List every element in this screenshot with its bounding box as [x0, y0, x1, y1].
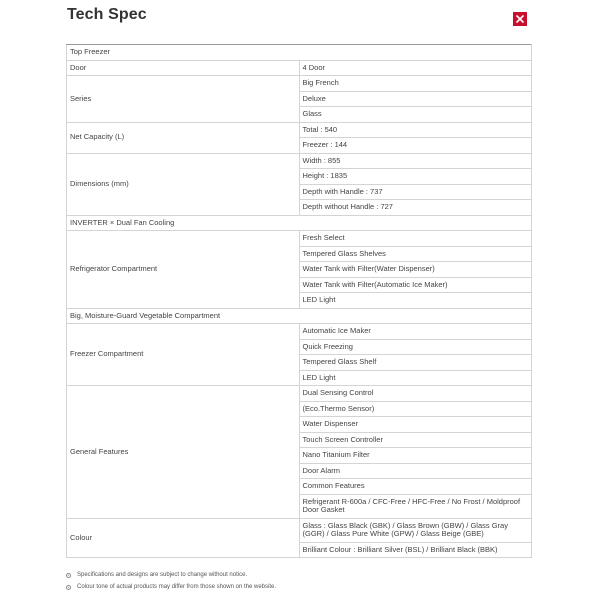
spec-value: Door Alarm — [299, 463, 532, 479]
table-row — [67, 153, 532, 169]
spec-value: Automatic Ice Maker — [299, 324, 532, 340]
spec-value: LED Light — [299, 293, 532, 309]
table-row — [67, 324, 532, 340]
spec-value: Dual Sensing Control — [299, 386, 532, 402]
spec-value: Water Dispenser — [299, 417, 532, 433]
spec-value: LED Light — [299, 370, 532, 386]
spec-value: Tempered Glass Shelf — [299, 355, 532, 371]
spec-value: Glass — [299, 107, 532, 123]
bullet-icon — [66, 573, 71, 578]
spec-value: Depth with Handle : 737 — [299, 184, 532, 200]
footnote-text: Colour tone of actual products may differ from those shown on the website. — [77, 584, 276, 590]
spec-value: Big French — [299, 76, 532, 92]
spec-value: Glass : Glass Black (GBK) / Glass Brown (GBW) / Glass Gray (GGR) / Glass Pure White (GPW) / Glass Beige (GBE) — [299, 518, 532, 542]
table-row — [67, 60, 532, 76]
spec-value: Refrigerant R-600a / CFC-Free / HFC-Free / No Frost / Moldproof Door Gasket — [299, 494, 532, 518]
spec-label: Net Capacity (L) — [67, 122, 300, 153]
spec-value: Nano Titanium Filter — [299, 448, 532, 464]
table-row — [67, 231, 532, 247]
spec-label: Dimensions (mm) — [67, 153, 300, 215]
table-row — [67, 518, 532, 542]
footnote-text: Specifications and designs are subject to change without notice. — [77, 572, 248, 578]
spec-label: Series — [67, 76, 300, 123]
table-row — [67, 76, 532, 92]
spec-table — [66, 44, 532, 558]
section-header: Top Freezer — [67, 45, 532, 61]
table-row — [67, 122, 532, 138]
spec-label: Freezer Compartment — [67, 324, 300, 386]
spec-value: Common Features — [299, 479, 532, 495]
spec-value: Fresh Select — [299, 231, 532, 247]
spec-value: Freezer : 144 — [299, 138, 532, 154]
spec-value: 4 Door — [299, 60, 532, 76]
spec-value: Depth without Handle : 727 — [299, 200, 532, 216]
close-button[interactable] — [513, 12, 527, 26]
footnote — [66, 569, 276, 581]
bullet-icon — [66, 585, 71, 590]
footnote — [66, 581, 276, 593]
spec-value: Height : 1835 — [299, 169, 532, 185]
spec-value: Quick Freezing — [299, 339, 532, 355]
spec-value: Water Tank with Filter(Automatic Ice Maker) — [299, 277, 532, 293]
table-row — [67, 215, 532, 231]
section-header: INVERTER × Dual Fan Cooling — [67, 215, 532, 231]
spec-value: Touch Screen Controller — [299, 432, 532, 448]
spec-value: (Eco.Thermo Sensor) — [299, 401, 532, 417]
spec-value: Tempered Glass Shelves — [299, 246, 532, 262]
spec-value: Width : 855 — [299, 153, 532, 169]
table-row — [67, 308, 532, 324]
section-header: Big, Moisture-Guard Vegetable Compartment — [67, 308, 532, 324]
spec-value: Water Tank with Filter(Water Dispenser) — [299, 262, 532, 278]
page-title: Tech Spec — [67, 6, 147, 23]
spec-value: Deluxe — [299, 91, 532, 107]
spec-value: Brilliant Colour : Brilliant Silver (BSL) / Brilliant Black (BBK) — [299, 542, 532, 558]
close-icon — [513, 12, 527, 26]
table-row — [67, 386, 532, 402]
spec-value: Total : 540 — [299, 122, 532, 138]
spec-label: Door — [67, 60, 300, 76]
footnotes — [66, 569, 276, 593]
spec-label: Colour — [67, 518, 300, 558]
spec-label: General Features — [67, 386, 300, 519]
spec-label: Refrigerator Compartment — [67, 231, 300, 309]
table-row — [67, 45, 532, 61]
